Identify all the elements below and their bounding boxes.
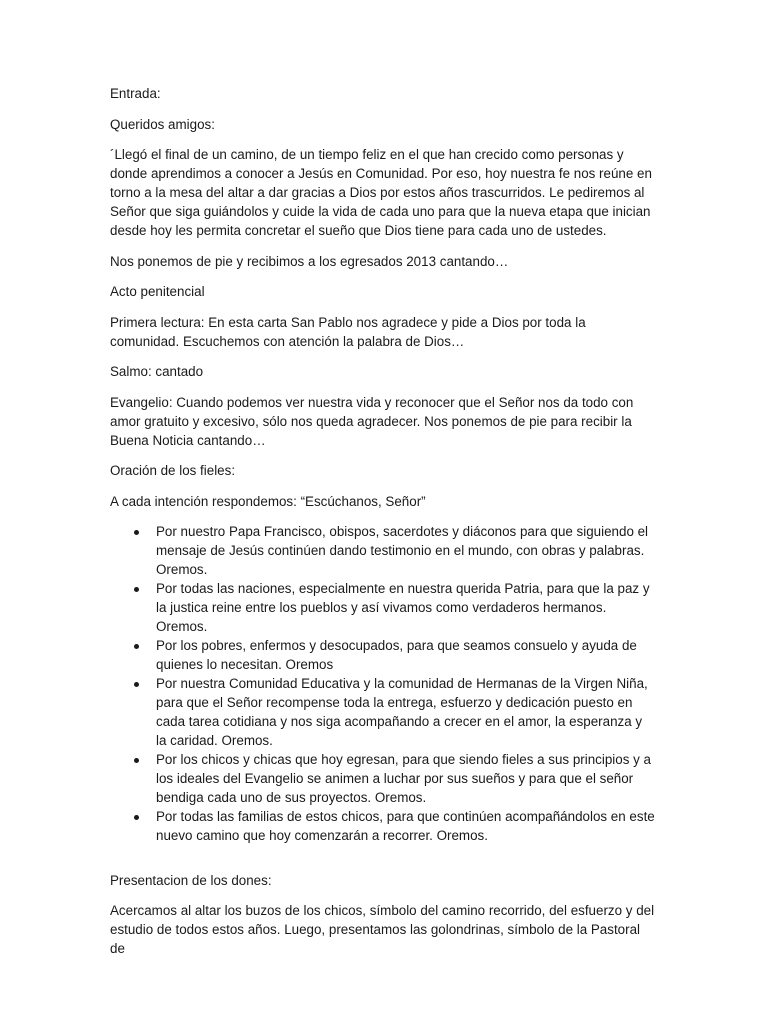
bullet-icon [134,815,139,820]
evangelio: Evangelio: Cuando podemos ver nuestra vida y reconocer que el Señor nos da todo con amor gratuito y excesivo, sólo nos queda agradecer. Nos ponemos de pie para recibir la Buena Noticia cantando… [110,394,634,448]
intention-text: Por los chicos y chicas que hoy egresan, para que siendo fieles a sus principios y a los ideales del Evangelio se animen a luchar por sus sueños y para que el señor bendiga cada uno de sus proyectos. Oremos. [156,752,651,805]
list-item [110,807,655,845]
salmo: Salmo: cantado [110,364,204,379]
list-item [110,579,655,636]
presentacion-paragraph: Acercamos al altar los buzos de los chicos, símbolo del camino recorrido, del esfuerzo y del estudio de todos estos años. Luego, presentamos las golondrinas, símbolo de la Pastoral de [110,903,655,956]
document-page [110,84,655,970]
acto-penitencial: Acto penitencial [110,284,205,299]
list-item [110,674,655,750]
spacer [110,857,655,871]
entrada-heading: Entrada: [110,86,161,101]
bullet-icon [134,758,139,763]
bullet-icon [134,587,139,592]
list-item [110,522,655,579]
oracion-heading: Oración de los fieles: [110,463,236,478]
intention-text: Por todas las familias de estos chicos, para que continúen acompañándolos en este nuevo camino que hoy comenzarán a recorrer. Oremos. [156,809,655,843]
intentions-list [110,522,655,845]
primera-lectura: Primera lectura: En esta carta San Pablo nos agradece y pide a Dios por toda la comunidad. Escuchemos con atención la palabra de Dios… [110,314,586,349]
intention-text: Por los pobres, enfermos y desocupados, para que seamos consuelo y ayuda de quienes lo necesitan. Oremos [156,638,637,672]
bullet-icon [134,682,139,687]
bullet-icon [134,530,139,535]
bullet-icon [134,644,139,649]
greeting: Queridos amigos: [110,116,215,132]
standing-line: Nos ponemos de pie y recibimos a los egresados 2013 cantando… [110,253,509,269]
presentacion-heading: Presentacion de los dones: [110,872,272,888]
intention-text: Por nuestro Papa Francisco, obispos, sacerdotes y diáconos para que siguiendo el mensaje de Jesús continúen dando testimonio en el mundo, con obras y palabras. Oremos. [156,524,649,577]
list-item [110,750,655,807]
list-item [110,636,655,674]
intention-text: Por todas las naciones, especialmente en nuestra querida Patria, para que la paz y la justica reine entre los pueblos y así vivamos como verdaderos hermanos. Oremos. [156,581,650,634]
intro-paragraph: ´Llegó el final de un camino, de un tiempo feliz en el que han crecido como personas y donde aprendimos a conocer a Jesús en Comunidad. Por eso, hoy nuestra fe nos reúne en torno a la mesa del altar a dar gracias a Dios por estos años trascurridos. Le pediremos al Señor que siga guiándolos y cuide la vida de cada uno para que la nueva etapa que inician desde hoy les permita concretar el sueño que Dios tiene para cada uno de ustedes. [110,147,652,238]
intention-text: Por nuestra Comunidad Educativa y la comunidad de Hermanas de la Virgen Niña, para que el Señor recompense toda la entrega, esfuerzo y dedicación puesto en cada tarea cotidiana y nos siga acompañando a crecer en el amor, la esperanza y la caridad. Oremos. [156,676,648,748]
response-line: A cada intención respondemos: “Escúchanos, Señor” [110,493,426,509]
